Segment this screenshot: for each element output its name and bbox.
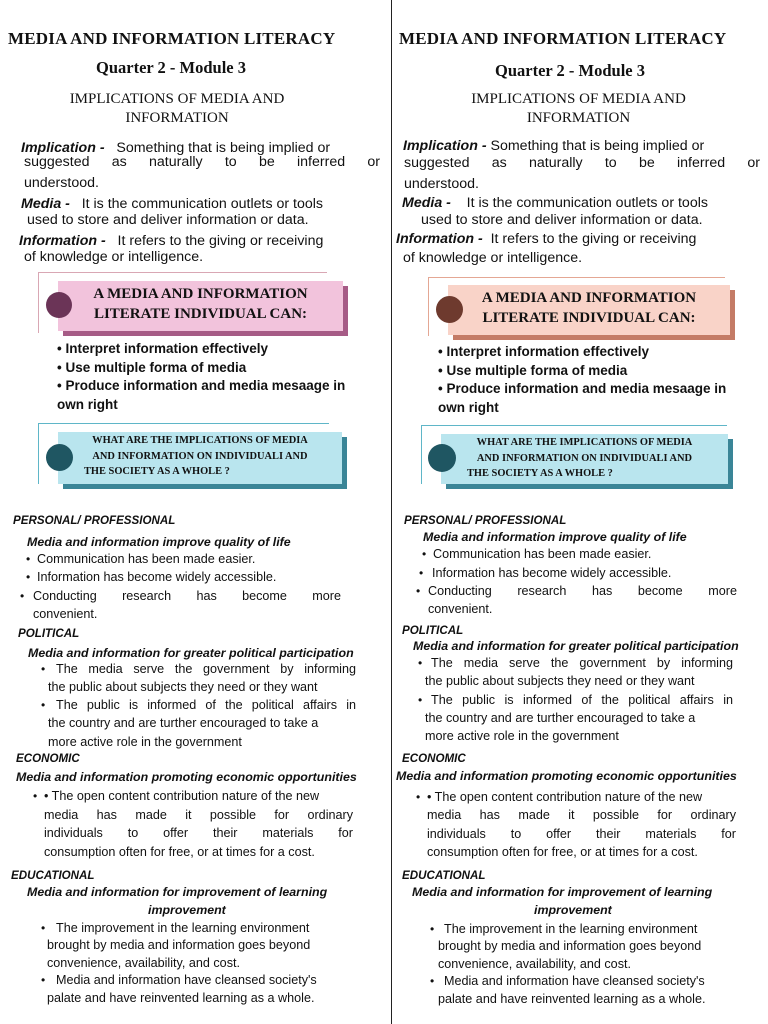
box-line: THE SOCIETY AS A WHOLE ? (467, 468, 613, 479)
list-item: • Produce information and media mesaage in (438, 381, 727, 396)
definition-text: used to store and deliver information or data. (27, 212, 309, 228)
list-item: convenient. (33, 607, 98, 621)
section-subheading: Media and information promoting economic opportunities (396, 769, 737, 783)
list-item: the public about subjects they need or they want (48, 680, 318, 694)
term: Implication - (403, 138, 487, 154)
list-item: individuals to offer their materials for (44, 826, 353, 840)
item-text: The public is informed of the political affairs in (431, 693, 733, 707)
question-box (441, 434, 728, 484)
item-text: The media serve the government by informing (56, 662, 356, 676)
box-line: AND INFORMATION ON INDIVIDUALI AND (92, 450, 308, 462)
section-subheading: Media and information for greater political participation (413, 639, 739, 653)
section-heading-personal: PERSONAL/ PROFESSIONAL (13, 514, 176, 527)
module-subtitle: Quarter 2 - Module 3 (96, 58, 247, 77)
definition-media (402, 195, 708, 212)
page-title: MEDIA AND INFORMATION LITERACY (399, 29, 727, 48)
list-item: • Interpret information effectively (57, 341, 269, 356)
list-item: the country and are turther encouraged to take a (48, 716, 319, 730)
box-line: LITERATE INDIVIDUAL CAN: (93, 306, 308, 322)
list-item (41, 696, 356, 714)
definition-text: Something that is being implied or (116, 140, 331, 156)
section-heading-educational: EDUCATIONAL (11, 869, 95, 882)
list-item: individuals to offer their materials for (427, 827, 736, 841)
definition-text: of knowledge or intelligence. (24, 249, 204, 265)
list-item: media has made it possible for ordinary (44, 808, 353, 822)
literate-list (57, 340, 377, 414)
bullet-icon: • (41, 973, 46, 987)
bullet-icon: • (41, 662, 46, 676)
list-item: convenience, availability, and cost. (438, 957, 631, 971)
list-item: • Use multiple forma of media (57, 359, 247, 375)
definition-text: It is the communication outlets or tools (81, 196, 324, 212)
section-heading-economic: ECONOMIC (16, 752, 80, 765)
definition-text: suggested as naturally to be inferred or (404, 155, 760, 171)
item-text: Media and information have cleansed society's (56, 973, 317, 987)
definition-information (19, 233, 323, 250)
bullet-icon: • (422, 547, 427, 561)
list-item: • Produce information and media mesaage in (57, 378, 346, 393)
item-text: Conducting research has become more (428, 584, 737, 598)
term: Information - (396, 231, 483, 247)
item-text: The public is informed of the political affairs in (56, 698, 356, 712)
bullet-icon: • (416, 790, 421, 804)
definition-information (396, 231, 696, 248)
section-subheading: Media and information improve quality of life (423, 530, 687, 544)
page-title: MEDIA AND INFORMATION LITERACY (8, 29, 336, 48)
item-text: The improvement in the learning environment (56, 921, 310, 935)
list-item: brought by media and information goes beyond (47, 938, 311, 952)
module-subtitle: Quarter 2 - Module 3 (495, 61, 646, 80)
bullet-circle-icon (46, 444, 73, 471)
list-item (419, 564, 672, 582)
section-subheading: Media and information improve quality of life (27, 535, 291, 549)
term: Implication - (21, 140, 105, 156)
item-text: Information has become widely accessible. (37, 570, 277, 584)
list-item: the public about subjects they need or they want (425, 674, 695, 688)
list-item (33, 787, 320, 805)
list-item (41, 971, 317, 989)
item-text: Information has become widely accessible. (432, 566, 672, 580)
definition-text: understood. (24, 175, 99, 191)
section-subheading: Media and information for improvement of learning (27, 885, 328, 899)
definition-text: of knowledge or intelligence. (403, 250, 583, 266)
box-line: AND INFORMATION ON INDIVIDUALI AND (476, 452, 693, 464)
box-line: LITERATE INDIVIDUAL CAN: (482, 310, 696, 326)
item-text: Media and information have cleansed society's (444, 974, 705, 988)
bullet-icon: • (26, 552, 31, 566)
topic-line: INFORMATION (125, 110, 229, 126)
list-item (418, 691, 733, 709)
section-heading-economic: ECONOMIC (402, 752, 466, 765)
list-item: the country and are turther encouraged to take a (425, 711, 696, 725)
definition-text: suggested as naturally to be inferred or (24, 154, 380, 170)
item-text: Communication has been made easier. (433, 547, 652, 561)
bullet-circle-icon (436, 296, 463, 323)
list-item: convenient. (428, 602, 493, 616)
bullet-icon: • (418, 693, 423, 707)
list-item: brought by media and information goes beyond (438, 939, 702, 953)
bullet-icon: • (41, 921, 46, 935)
definition-media (21, 196, 323, 213)
list-item (422, 545, 652, 563)
box-line: THE SOCIETY AS A WHOLE ? (84, 466, 230, 477)
definition-text: understood. (404, 176, 479, 192)
topic-line: IMPLICATIONS OF MEDIA AND (471, 91, 686, 107)
list-item: more active role in the government (48, 735, 242, 749)
topic-heading (0, 90, 354, 128)
item-text: • The open content contribution nature of the new (44, 789, 320, 803)
bullet-icon: • (418, 656, 423, 670)
literate-box (448, 285, 730, 335)
definition-implication (403, 138, 763, 155)
definition-text: It refers to the giving or receiving (117, 233, 324, 249)
section-heading-educational: EDUCATIONAL (402, 869, 486, 882)
box-line: WHAT ARE THE IMPLICATIONS OF MEDIA (92, 435, 308, 446)
list-item: media has made it possible for ordinary (427, 808, 736, 822)
list-item (416, 788, 703, 806)
term: Information - (19, 233, 106, 249)
bullet-icon: • (41, 698, 46, 712)
list-item: palate and have reinvented learning as a whole. (438, 992, 706, 1006)
section-heading-political: POLITICAL (402, 624, 464, 637)
list-item (418, 654, 733, 672)
list-item (26, 550, 256, 568)
item-text: The media serve the government by informing (431, 656, 733, 670)
bullet-icon: • (419, 566, 424, 580)
topic-line: INFORMATION (526, 110, 631, 126)
list-item: convenience, availability, and cost. (47, 956, 240, 970)
definition-text: Something that is being implied or (490, 138, 705, 154)
section-subheading: improvement (148, 903, 226, 917)
definition-text: It is the communication outlets or tools (466, 195, 708, 211)
section-subheading: Media and information for improvement of learning (412, 885, 713, 899)
bullet-circle-icon (428, 444, 456, 472)
bullet-icon: • (430, 974, 435, 988)
list-item (41, 660, 356, 678)
list-item (41, 919, 310, 937)
term: Media - (402, 195, 451, 211)
list-item: own right (57, 396, 118, 412)
bullet-icon: • (26, 570, 31, 584)
topic-heading (406, 90, 751, 128)
list-item (430, 972, 705, 990)
literate-list (438, 343, 758, 417)
bullet-icon: • (416, 584, 421, 598)
definition-text: It refers to the giving or receiving (490, 231, 697, 247)
bullet-icon: • (20, 589, 25, 603)
list-item: palate and have reinvented learning as a whole. (47, 991, 315, 1005)
topic-line: IMPLICATIONS OF MEDIA AND (69, 91, 285, 107)
question-box (58, 432, 342, 484)
list-item (430, 920, 698, 938)
item-text: Conducting research has become more (33, 589, 341, 603)
list-item: consumption often for free, or at times for a cost. (44, 845, 315, 859)
list-item: own right (438, 399, 499, 415)
section-heading-political: POLITICAL (18, 627, 80, 640)
list-item: consumption often for free, or at times for a cost. (427, 845, 698, 859)
list-item: • Interpret information effectively (438, 344, 650, 359)
definition-text: used to store and deliver information or data. (421, 212, 703, 228)
section-subheading: improvement (534, 903, 612, 917)
section-subheading: Media and information promoting economic opportunities (16, 770, 357, 784)
list-item (416, 582, 737, 600)
box-line: A MEDIA AND INFORMATION (93, 286, 308, 302)
item-text: • The open content contribution nature of the new (427, 790, 703, 804)
section-heading-personal: PERSONAL/ PROFESSIONAL (404, 514, 567, 527)
list-item (26, 568, 277, 586)
bullet-circle-icon (46, 292, 72, 318)
bullet-icon: • (430, 922, 435, 936)
item-text: Communication has been made easier. (37, 552, 256, 566)
literate-box (58, 281, 343, 331)
list-item (20, 587, 341, 605)
box-line: A MEDIA AND INFORMATION (481, 290, 697, 306)
page-right (392, 0, 768, 1024)
term: Media - (21, 196, 70, 212)
section-subheading: Media and information for greater political participation (28, 646, 354, 660)
list-item: • Use multiple forma of media (438, 362, 628, 378)
item-text: The improvement in the learning environment (444, 922, 698, 936)
bullet-icon: • (33, 789, 38, 803)
box-line: WHAT ARE THE IMPLICATIONS OF MEDIA (476, 437, 693, 448)
list-item: more active role in the government (425, 729, 619, 743)
